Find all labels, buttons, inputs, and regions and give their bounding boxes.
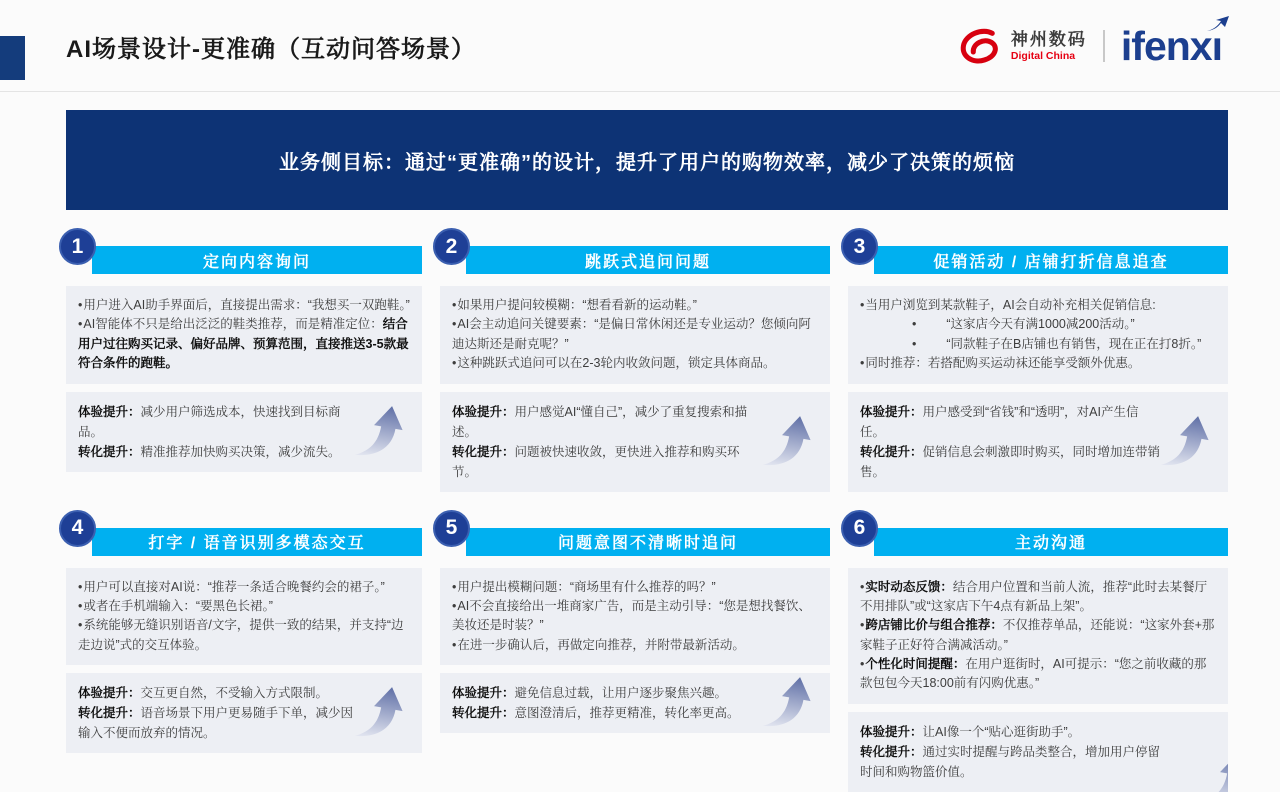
card-gains — [66, 392, 422, 472]
card-number-badge: 1 — [59, 228, 96, 265]
bullet-line — [452, 578, 818, 597]
gain-text: 语音场景下用户更易随手下单，减少因输入不便而放弃的情况。 — [78, 706, 354, 740]
card-gains — [440, 392, 830, 492]
gain-label: 转化提升： — [860, 744, 923, 759]
card-number-badge: 6 — [841, 510, 878, 547]
gain-line — [452, 402, 764, 442]
gain-text: 精准推荐加快购买决策，减少流失。 — [140, 444, 341, 459]
logo-area — [957, 0, 1226, 92]
bullet-dot: • — [912, 317, 917, 332]
card-description — [66, 286, 422, 384]
up-trend-arrow-icon — [1200, 750, 1228, 792]
gain-text: 用户感受到“省钱”和“透明”，对AI产生信任。 — [860, 404, 1139, 439]
brand-name-en: Digital China — [1010, 49, 1076, 62]
scenario-card-1 — [66, 228, 422, 492]
digital-china-logo — [1011, 30, 1087, 62]
bullet-line — [860, 354, 1216, 373]
gain-text: 用户感觉AI“懂自己”，减少了重复搜索和描述。 — [452, 404, 748, 439]
digital-china-swirl-icon — [957, 24, 1003, 68]
gain-label: 转化提升： — [78, 706, 141, 720]
card-description — [440, 286, 830, 384]
bullet-text: 在用户逛街时，AI可提示：“您之前收藏的那款包包今天18:00前有闪购优惠。” — [860, 657, 1207, 691]
up-trend-arrow-icon — [354, 403, 410, 461]
bullet-line — [452, 296, 818, 315]
bullet-text: AI不会直接给出一堆商家广告，而是主动引导：“您是想找餐饮、美妆还是时装？” — [452, 598, 811, 633]
bullet-dot: • — [78, 298, 83, 312]
card-description — [848, 286, 1228, 384]
scenario-card-3 — [848, 228, 1228, 492]
bullet-dot: • — [78, 317, 83, 332]
bullet-dot: • — [860, 298, 865, 312]
bullet-dot: • — [452, 317, 457, 332]
bullet-line — [452, 636, 818, 655]
card-title-bar — [92, 528, 422, 556]
bullet-line — [860, 315, 1216, 334]
ifenxi-logo — [1120, 22, 1226, 69]
card-number-badge: 2 — [433, 228, 470, 265]
bullet-text: 实时动态反馈： — [865, 579, 953, 594]
gain-label: 体验提升： — [78, 404, 141, 419]
bullet-line — [860, 655, 1216, 694]
bullet-line — [860, 578, 1216, 617]
card-gains — [848, 392, 1228, 492]
gain-line — [860, 402, 1162, 442]
scenario-card-2 — [440, 228, 830, 492]
up-trend-arrow-icon — [762, 413, 818, 471]
card-title: 定向内容询问 — [202, 253, 311, 271]
bullet-text: 个性化时间提醒： — [865, 657, 966, 671]
brand-name-cn: 神州数码 — [1010, 30, 1087, 50]
card-number-badge: 4 — [59, 510, 96, 547]
bullet-text: 在进一步确认后，再做定向推荐，并附带最新活动。 — [457, 637, 745, 652]
bullet-dot: • — [860, 579, 865, 594]
gain-line — [452, 703, 764, 723]
card-gains — [848, 712, 1228, 792]
bullet-dot: • — [452, 298, 457, 312]
bullet-text: AI智能体不只是给出泛泛的鞋类推荐，而是精准定位： — [83, 317, 383, 332]
scenario-card-5 — [440, 510, 830, 792]
card-description — [66, 568, 422, 666]
card-gains — [66, 673, 422, 753]
gain-text: 避免信息过载，让用户逐步聚焦兴趣。 — [514, 686, 728, 700]
ifenxi-arrow-icon — [1206, 16, 1230, 33]
goal-banner — [66, 110, 1228, 210]
gain-label: 体验提升： — [78, 686, 141, 700]
bullet-dot: • — [452, 579, 457, 594]
scenario-card-4 — [66, 510, 422, 792]
gain-line — [78, 683, 356, 703]
scenario-cards-grid — [66, 228, 1228, 792]
goal-banner-text: 业务侧目标：通过“更准确”的设计，提升了用户的购物效率，减少了决策的烦恼 — [279, 151, 1015, 174]
gain-text: 问题被快速收敛，更快进入推荐和购买环节。 — [452, 444, 740, 479]
bullet-text: 这种跳跃式追问可以在2-3轮内收敛问题，锁定具体商品。 — [457, 356, 776, 371]
bullet-line — [78, 315, 410, 373]
title-accent-block — [0, 36, 25, 80]
bullet-text: 系统能够无缝识别语音/文字，提供一致的结果，并支持“边走边说”式的交互体验。 — [78, 618, 404, 652]
slide-header — [0, 0, 1280, 92]
ifenxi-wordmark: ifenxı — [1120, 22, 1222, 69]
gain-text: 减少用户筛选成本，快速找到目标商品。 — [78, 404, 341, 439]
gain-label: 体验提升： — [860, 724, 923, 739]
bullet-dot: • — [78, 579, 83, 594]
bullet-line — [452, 354, 818, 373]
gain-line — [860, 442, 1162, 482]
gain-text: 通过实时提醒与跨品类整合，增加用户停留时间和购物篮价值。 — [860, 744, 1161, 779]
gain-label: 转化提升： — [452, 444, 515, 459]
gain-label: 转化提升： — [860, 444, 923, 459]
card-title: 跳跃式追问问题 — [584, 253, 711, 271]
bullet-dot: • — [78, 618, 83, 633]
bullet-line — [78, 616, 410, 655]
bullet-line — [860, 616, 1216, 655]
bullet-dot: • — [452, 356, 457, 371]
gain-line — [860, 722, 1162, 742]
card-title-bar — [466, 528, 830, 556]
gain-label: 体验提升： — [452, 686, 515, 700]
gain-label: 体验提升： — [452, 404, 515, 419]
bullet-text: 如果用户提问较模糊：“想看看新的运动鞋。” — [457, 298, 697, 312]
gain-line — [78, 402, 356, 442]
gain-label: 体验提升： — [860, 404, 923, 419]
card-title: 打字 / 语音识别多模态交互 — [148, 535, 366, 552]
bullet-text: 当用户浏览到某款鞋子，AI会自动补充相关促销信息: — [865, 298, 1156, 312]
bullet-text: AI会主动追问关键要素：“是偏日常休闲还是专业运动？您倾向阿迪达斯还是耐克呢？” — [452, 317, 811, 351]
card-title: 问题意图不清晰时追问 — [557, 535, 738, 552]
card-description — [440, 568, 830, 666]
bullet-line — [860, 335, 1216, 354]
gain-line — [452, 442, 764, 482]
page-title: AI场景设计-更准确（互动问答场景） — [66, 35, 476, 63]
up-trend-arrow-icon — [354, 684, 410, 742]
card-number-badge: 5 — [433, 510, 470, 547]
card-title-bar — [466, 246, 830, 274]
bullet-text: 用户可以直接对AI说：“推荐一条适合晚餐约会的裙子。” — [83, 579, 385, 594]
card-title-bar — [874, 528, 1228, 556]
gain-line — [78, 703, 356, 743]
gain-text: 让AI像一个“贴心逛街助手”。 — [922, 724, 1081, 739]
card-title-bar — [92, 246, 422, 274]
bullet-dot: • — [452, 637, 457, 652]
bullet-dot: • — [860, 657, 865, 671]
gain-label: 转化提升： — [452, 706, 515, 720]
card-gains — [440, 673, 830, 733]
up-trend-arrow-icon — [1160, 413, 1216, 471]
bullet-line — [452, 597, 818, 636]
card-title: 促销活动 / 店铺打折信息追查 — [933, 253, 1169, 271]
card-description — [848, 568, 1228, 704]
gain-label: 转化提升： — [78, 444, 141, 459]
bullet-text: 同时推荐：若搭配购买运动袜还能享受额外优惠。 — [865, 356, 1141, 371]
bullet-text: 跨店铺比价与组合推荐： — [865, 618, 1003, 633]
bullet-line — [78, 597, 410, 616]
gain-line — [78, 442, 356, 462]
bullet-text: “这家店今天有满1000减200活动。” — [946, 317, 1135, 332]
gain-line — [452, 683, 764, 703]
bullet-dot: • — [78, 598, 83, 613]
card-title: 主动沟通 — [1014, 535, 1087, 552]
bullet-text: 结合用户过往购买记录、偏好品牌、预算范围，直接推送3-5款最符合条件的跑鞋。 — [78, 317, 409, 371]
bullet-text: 用户进入AI助手界面后，直接提出需求：“我想买一双跑鞋。” — [83, 298, 410, 312]
bullet-line — [860, 296, 1216, 315]
gain-text: 意图澄清后，推荐更精准，转化率更高。 — [514, 706, 740, 720]
gain-text: 交互更自然，不受输入方式限制。 — [140, 686, 329, 700]
bullet-text: “同款鞋子在B店铺也有销售，现在正在打8折。” — [946, 336, 1202, 351]
logo-divider — [1103, 30, 1105, 62]
bullet-dot: • — [860, 618, 865, 633]
bullet-dot: • — [912, 336, 917, 351]
bullet-text: 用户提出模糊问题：“商场里有什么推荐的吗？” — [457, 579, 716, 594]
up-trend-arrow-icon — [762, 674, 818, 732]
bullet-line — [78, 578, 410, 597]
card-number-badge: 3 — [841, 228, 878, 265]
gain-line — [860, 742, 1162, 782]
bullet-text: 不仅推荐单品，还能说：“这家外套+那家鞋子正好符合满减活动。” — [860, 618, 1215, 652]
bullet-text: 结合用户位置和当前人流，推荐“此时去某餐厅不用排队”或“这家店下午4点有新品上架”。 — [860, 579, 1208, 613]
bullet-line — [452, 315, 818, 354]
bullet-dot: • — [860, 356, 865, 371]
scenario-card-6 — [848, 510, 1228, 792]
bullet-text: 或者在手机端输入：“要黑色长裙。” — [83, 598, 273, 613]
bullet-dot: • — [452, 598, 457, 613]
card-title-bar — [874, 246, 1228, 274]
bullet-line — [78, 296, 410, 315]
gain-text: 促销信息会刺激即时购买，同时增加连带销售。 — [860, 444, 1161, 479]
